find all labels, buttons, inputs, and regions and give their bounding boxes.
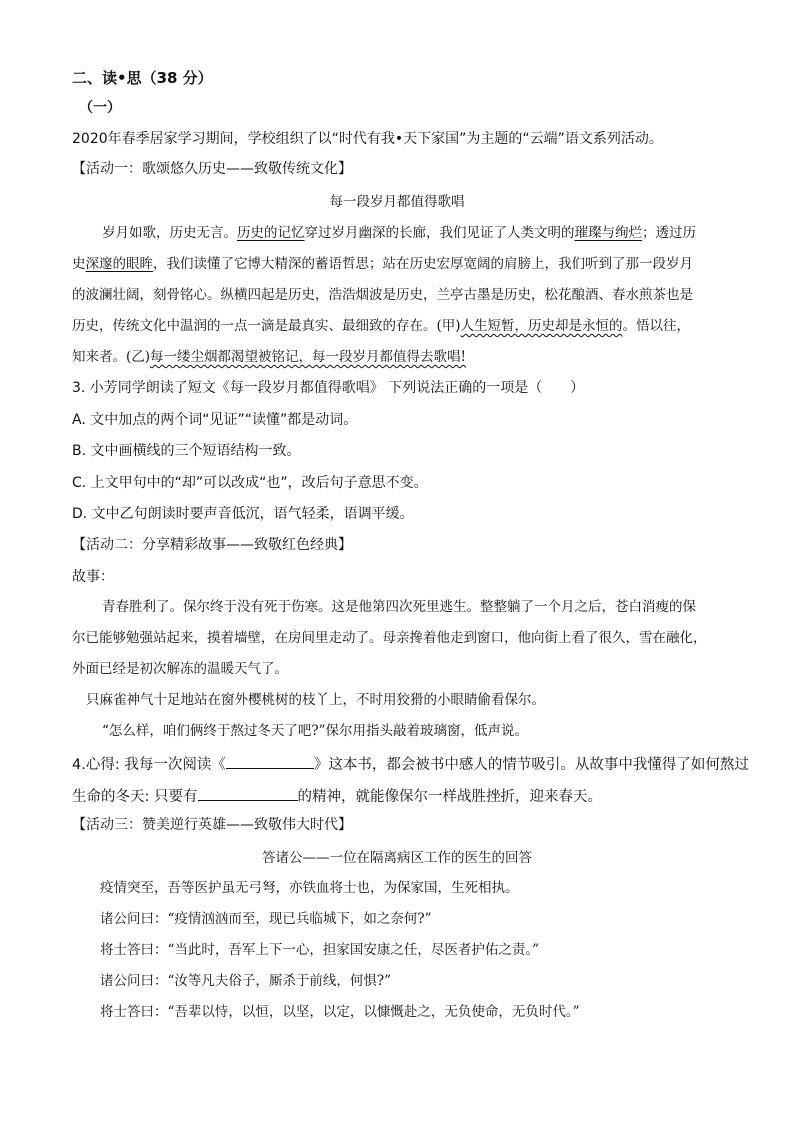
question-3-option-a: A. 文中加点的两个词“见证”“读懂”都是动词。 <box>72 412 358 428</box>
text-run: 4.心得: 我每一次阅读《 <box>72 757 226 773</box>
dialogue-line-2: 诸公问曰：“疫情汹汹而至，现已兵临城下，如之奈何?” <box>100 911 432 927</box>
dialogue-line-3: 将士答曰：“当此时，吾军上下一心，担家国安康之任，尽医者护佑之责。” <box>100 942 540 958</box>
dialogue-line-4: 诸公问曰：“汝等凡夫俗子，厮杀于前线，何惧?” <box>100 973 392 989</box>
answer-blank-spirit[interactable] <box>198 784 298 801</box>
text-run: 历史，传统文化中温润的一点一滴是最真实、最细致的存在。(甲) <box>72 318 461 334</box>
sentence-jia: 人生短暂，历史却是永恒的 <box>460 318 623 334</box>
activity1-paragraph-line-1 <box>102 223 696 243</box>
text-run: 生命的冬天: 只要有 <box>72 789 198 805</box>
question-4-line-2 <box>72 784 602 807</box>
activity1-article-title: 每一段岁月都值得歌唱 <box>329 194 465 210</box>
story-line-3: 外面已经是初次解冻的温暖天气了。 <box>72 661 288 677</box>
story-line-4: 只麻雀神气十足地站在窗外樱桃树的枝丫上，不时用狡猾的小眼睛偷看保尔。 <box>86 692 545 708</box>
activity1-paragraph-line-4 <box>72 316 690 336</box>
text-run: ，我们读懂了它博大精深的蓄语哲思；站在历史宏厚宽阔的肩膀上，我们听到了那一段岁月 <box>153 256 693 272</box>
sub-title: （一） <box>79 100 121 116</box>
text-run: 岁月如歌，历史无言。 <box>102 225 237 241</box>
text-run: 穿过岁月幽深的长廊，我们见证了人类文明的 <box>304 225 575 241</box>
question-3-stem: 3. 小芳同学朗读了短文《每一段岁月都值得歌唱》 下列说法正确的一项是（ ） <box>72 380 585 396</box>
question-3-option-c: C. 上文甲句中的“却”可以改成“也”，改后句子意思不变。 <box>72 475 428 491</box>
question-3-option-b: B. 文中画横线的三个短语结构一致。 <box>72 443 301 459</box>
text-run: 知来者。(乙) <box>72 349 151 365</box>
sentence-yi: 每一缕尘烟都渴望被铭记，每一段岁月都值得去歌唱! <box>150 349 466 365</box>
activity1-paragraph-line-3: 的波澜壮阔，刻骨铭心。纵横四起是历史，浩浩烟波是历史，兰亭古墨是历史，松花酿酒、春水煎茶也是 <box>72 287 693 303</box>
activity1-paragraph-line-5 <box>72 347 466 367</box>
text-run: 的精神，就能像保尔一样战胜挫折，迎来春天。 <box>297 789 602 805</box>
question-3-option-d: D. 文中乙句朗读时要声音低沉，语气轻柔，语调平缓。 <box>72 506 414 522</box>
activity3-heading: 【活动三：赞美逆行英雄——致敬伟大时代】 <box>72 817 352 833</box>
answer-blank-book-title[interactable] <box>226 752 314 769</box>
activity2-heading: 【活动二：分享精彩故事——致敬红色经典】 <box>72 537 352 553</box>
activity1-heading: 【活动一：歌颂悠久历史——致敬传统文化】 <box>72 161 352 177</box>
activity1-paragraph-line-2 <box>72 254 693 274</box>
dialogue-line-1: 疫情突至，吾等医护虽无弓弩，亦铁血将士也，为保家国，生死相执。 <box>100 880 519 896</box>
story-line-1: 青春胜利了。保尔终于没有死于伤寒。这是他第四次死里逃生。整整躺了一个月之后，苍白消瘦的保 <box>102 599 696 615</box>
underlined-phrase-3: 深邃的眼眸 <box>85 256 153 272</box>
text-run: ；透过历 <box>642 225 696 241</box>
text-run: 史 <box>72 256 86 272</box>
intro-text: 2020年春季居家学习期间，学校组织了以“时代有我•天下家国”为主题的“云端”语文系列活动。 <box>72 131 663 147</box>
section-title: 二、读•思（38 分） <box>72 69 213 87</box>
question-4-line-1 <box>72 752 749 775</box>
story-line-5: “怎么样，咱们俩终于熬过冬天了吧?”保尔用指头敲着玻璃窗，低声说。 <box>102 723 529 739</box>
story-label: 故事： <box>72 569 114 585</box>
dialogue-line-5: 将士答曰：“吾辈以恃，以恒，以坚，以定，以慷慨赴之，无负使命，无负时代。” <box>100 1004 580 1020</box>
underlined-phrase-1: 历史的记忆 <box>237 225 305 241</box>
text-run: 。悟以往， <box>622 318 691 334</box>
story-line-2: 尔已能够勉强站起来，摸着墙壁，在房间里走动了。母亲搀着他走到窗口，他向街上看了很久，雪在融化， <box>72 630 707 646</box>
underlined-phrase-2: 璀璨与绚烂 <box>574 225 642 241</box>
activity3-article-title: 答诸公——一位在隔离病区工作的医生的回答 <box>262 850 532 866</box>
text-run: 》这本书，都会被书中感人的情节吸引。从故事中我懂得了如何熬过 <box>313 757 749 773</box>
